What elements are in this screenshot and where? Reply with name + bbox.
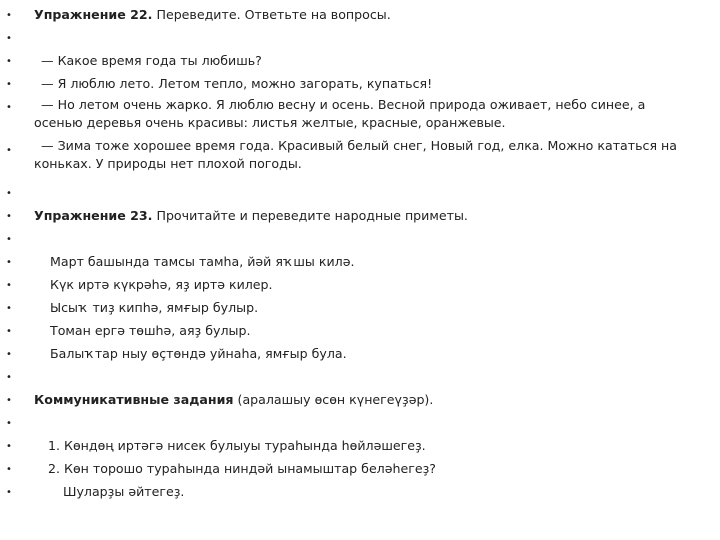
task-item-continuation: Шуларҙы әйтегеҙ. [63, 484, 185, 499]
bullet: • [6, 10, 12, 21]
bullet: • [6, 395, 12, 406]
bullet: • [6, 418, 12, 429]
proverb: Томан ергә төшһә, аяҙ булыр. [50, 323, 251, 338]
exercise-22-instruction: Переведите. Ответьте на вопросы. [152, 7, 391, 22]
dialogue-line: — Какое время года ты любишь? [41, 53, 262, 68]
proverb: Күк иртә күкрәһә, яҙ иртә килер. [50, 277, 273, 292]
exercise-23-title: Упражнение 23. [34, 208, 153, 223]
bullet: • [6, 303, 12, 314]
bullet: • [6, 188, 12, 199]
bullet: • [6, 464, 12, 475]
proverb: Балыҡтар ныу өҫтөндә уйнаһа, ямғыр була. [50, 346, 347, 361]
bullet: • [6, 79, 12, 90]
dialogue-line: — Но летом очень жарко. Я люблю весну и осень. Весной природа оживает, небо синее, а осенью деревья очень красивы: листья желтые, красные, оранжевые. [34, 97, 646, 130]
bullet: • [6, 234, 12, 245]
bullet: • [6, 487, 12, 498]
bullet: • [6, 349, 12, 360]
bullet: • [6, 280, 12, 291]
communicative-tasks-subtitle: (аралашыу өсөн күнегеүҙәр). [233, 392, 434, 407]
exercise-23-heading [34, 205, 694, 227]
proverb: Ысыҡ тиҙ кипһә, ямғыр булыр. [50, 300, 259, 315]
bullet: • [6, 102, 12, 113]
bullet: • [6, 372, 12, 383]
bullet: • [6, 326, 12, 337]
bullet: • [6, 441, 12, 452]
communicative-tasks-title: Коммуникативные задания [34, 392, 234, 407]
exercise-22-title: Упражнение 22. [34, 7, 153, 22]
bullet: • [6, 56, 12, 67]
task-item: 2. Көн торошо тураһында ниндәй ынамыштар беләһегеҙ? [48, 461, 436, 476]
bullet: • [6, 33, 12, 44]
dialogue-line: — Я люблю лето. Летом тепло, можно загорать, купаться! [41, 76, 433, 91]
proverb: Март башында тамсы тамһа, йәй яҡшы килә. [50, 254, 355, 269]
dialogue-line: — Зима тоже хорошее время года. Красивый белый снег, Новый год, елка. Можно кататься на коньках. У природы нет плохой погоды. [34, 138, 677, 171]
communicative-tasks-heading [34, 389, 694, 411]
bullet: • [6, 145, 12, 156]
exercise-23-instruction: Прочитайте и переведите народные приметы. [152, 208, 468, 223]
bullet: • [6, 211, 12, 222]
bullet: • [6, 257, 12, 268]
task-item: 1. Көндөң иртәгә нисек булыуы тураһында һөйләшегеҙ. [48, 438, 426, 453]
exercise-22-heading [34, 4, 694, 26]
